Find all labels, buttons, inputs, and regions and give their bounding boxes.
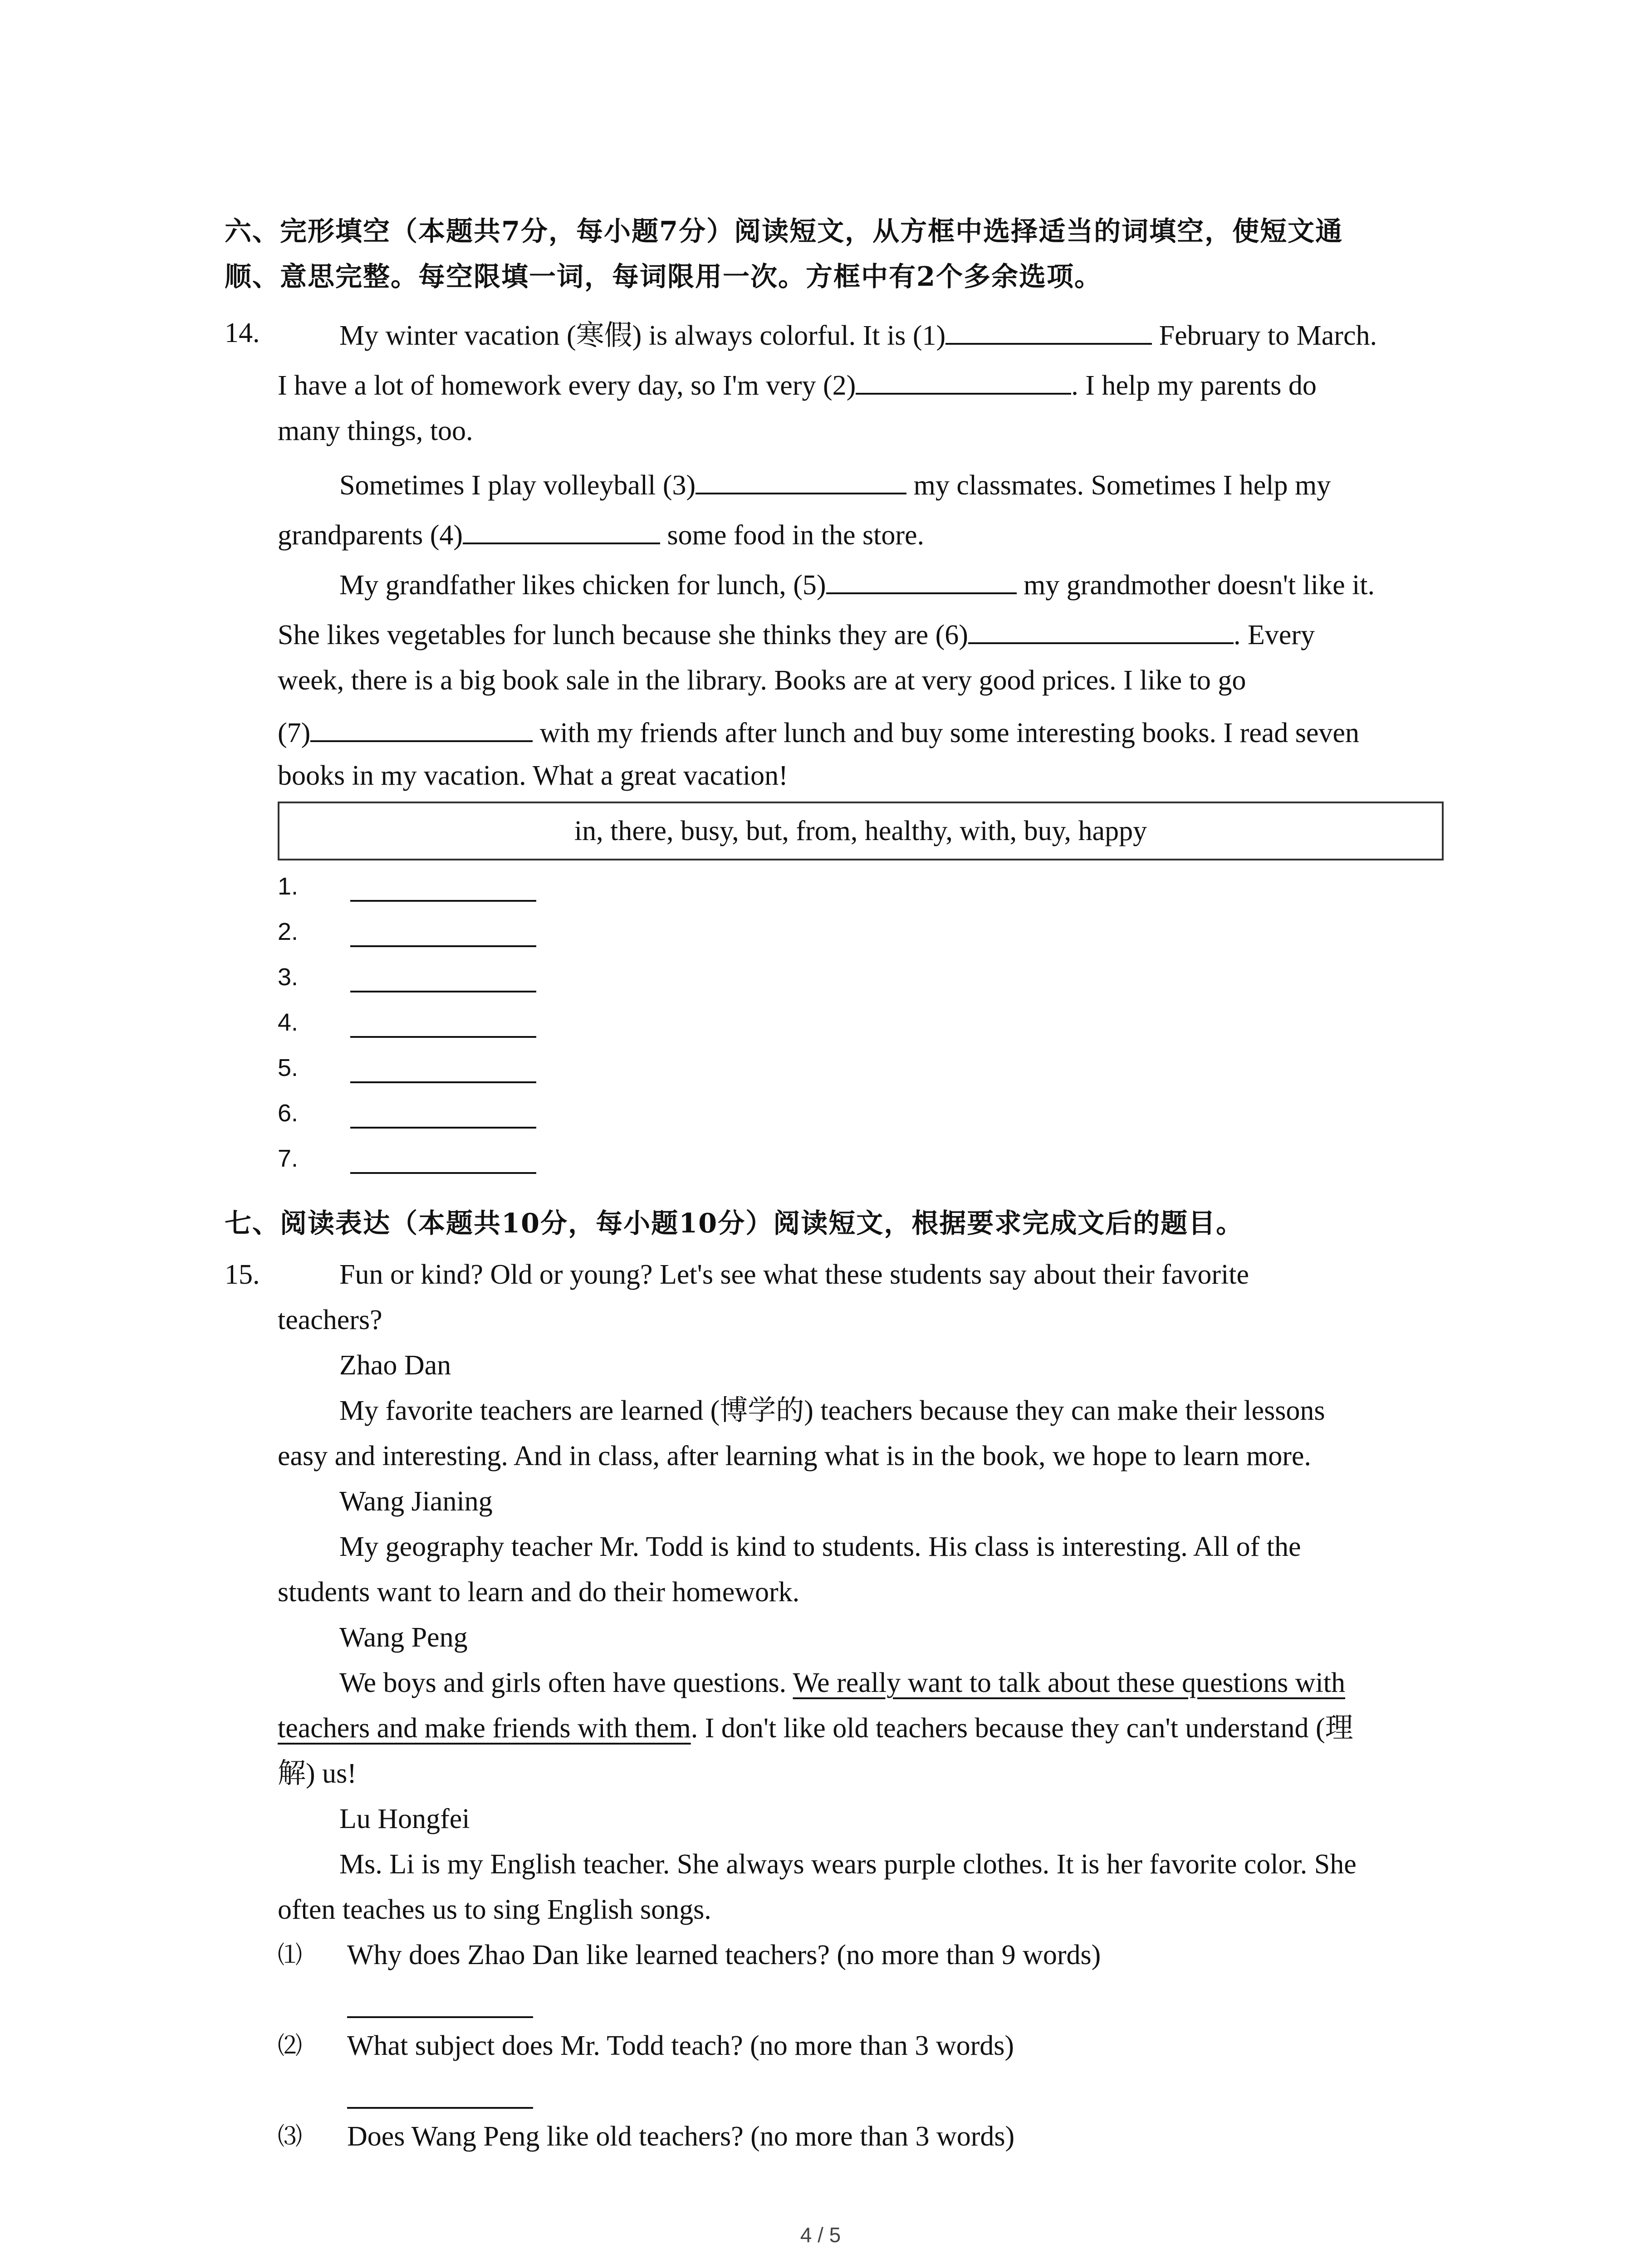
student-name-wang-jianing: Wang Jianing [339,1486,493,1517]
answer-input-1[interactable] [350,900,536,902]
q14-line3: many things, too. [278,415,473,446]
student-name-zhao-dan: Zhao Dan [339,1350,451,1381]
blank-7 [310,712,533,742]
blank-3 [696,464,906,494]
q15-intro-line1: Fun or kind? Old or young? Let's see what these students say about their favorite [339,1259,1249,1290]
subquestion-1-answer-line[interactable] [347,2016,533,2018]
wang-jianing-para-line2: students want to learn and do their homework. [278,1577,800,1608]
blank-1 [945,315,1152,345]
subquestion-2-text: What subject does Mr. Todd teach? (no more than 3 words) [347,2030,1014,2061]
q14-line10: books in my vacation. What a great vacation! [278,760,788,791]
student-name-lu-hongfei: Lu Hongfei [339,1804,470,1834]
blank-6 [968,614,1234,644]
underlined-sentence-part1: We really want to talk about these questions with [793,1667,1345,1698]
subquestion-3-text: Does Wang Peng like old teachers? (no more than 3 words) [347,2121,1015,2152]
zhao-dan-para-line1: My favorite teachers are learned (博学的) teachers because they can make their lessons [339,1395,1325,1426]
blank-4 [463,514,660,544]
answer-input-7[interactable] [350,1172,536,1174]
q14-line7: She likes vegetables for lunch because she thinks they are (6) . Every [278,614,1315,653]
answer-input-4[interactable] [350,1036,536,1038]
wang-peng-para-line3: 解) us! [278,1758,357,1789]
wang-peng-para-line2: teachers and make friends with them. I don't like old teachers because they can't understand (理 [278,1713,1353,1744]
section6-heading-line1: 六、完形填空（本题共7分，每小题7分）阅读短文，从方框中选择适当的词填空，使短文通 [225,215,1343,247]
q14-number: 14. [225,318,260,348]
q15-intro-line2: teachers? [278,1305,382,1335]
q15-number: 15. [225,1259,260,1290]
wang-peng-para-line1: We boys and girls often have questions. We really want to talk about these questions with [339,1667,1345,1698]
answer-input-5[interactable] [350,1081,536,1083]
blank-5 [826,564,1017,594]
q14-line8: week, there is a big book sale in the library. Books are at very good prices. I like to go [278,665,1246,696]
lu-hongfei-para-line2: often teaches us to sing English songs. [278,1894,711,1925]
answer-input-6[interactable] [350,1127,536,1129]
section7-heading: 七、阅读表达（本题共10分，每小题10分）阅读短文，根据要求完成文后的题目。 [225,1207,1244,1239]
subquestion-2-label: ⑵ [278,2032,302,2059]
underlined-sentence-part2: teachers and make friends with them [278,1713,691,1744]
section6-heading-line2: 顺、意思完整。每空限填一词，每词限用一次。方框中有2个多余选项。 [225,261,1102,292]
q14-line4: Sometimes I play volleyball (3) my classmates. Sometimes I help my [339,464,1331,503]
subquestion-2-answer-line[interactable] [347,2107,533,2109]
lu-hongfei-para-line1: Ms. Li is my English teacher. She always wears purple clothes. It is her favorite color. She [339,1849,1357,1880]
answer-input-2[interactable] [350,945,536,947]
subquestion-1-label: ⑴ [278,1941,302,1969]
exam-page: 六、完形填空（本题共7分，每小题7分）阅读短文，从方框中选择适当的词填空，使短文通 顺、意思完整。每空限填一词，每词限用一次。方框中有2个多余选项。 14. My winter vacation (寒假) is always colorful. It is (1) February to March. I have a lot of homework every day, so I'm very (2) . I help my parents do many things, too. Sometimes I play volleyball (3) my classmates. Sometimes I help my grandparents (4) some food in the store. My grandfather likes chicken for lunch, (5) my grandmother doesn't like it. She likes vegetables for lunch because she thinks they are (6) . Every week, there is a big book sale in the library. Books are at very good prices. I like to go (7) with my friends after lunch and buy some interesting books. I read seven books in my vacation. What a great vacation! in, there, busy, but, from, healthy, with, buy, happy 1. 2. 3. 4. 5. 6. 7. 七、阅读表达（本题共10分，每小题10分）阅读短文，根据要求完成文后的题目。 15. Fun or kind? Old or young? Let's see what these students say about their favorite teachers? Zhao Dan My favorite teachers are learned (博学的) teachers because they can make their lessons easy and interesting. And in class, after learning what is in the book, we hope to learn more. Wang Jianing My geography teacher Mr. Todd is kind to students. His class is interesting. All of the students want to learn and do their homework. Wang Peng We boys and girls often have questions. We really want to talk about these questions with teachers and make friends with them. I don't like old teachers because they can't understand (理 解) us! Lu Hongfei Ms. Li is my English teacher. She always wears purple clothes. It is her favorite color. She often teaches us to sing English songs. ⑴ Why does Zhao Dan like learned teachers? (no more than 9 words) ⑵ What subject does Mr. Todd teach? (no more than 3 words) ⑶ Does Wang Peng like old teachers? (no more than 3 words) 4 / 5 [0,0,1641,2268]
zhao-dan-para-line2: easy and interesting. And in class, after learning what is in the book, we hope to learn more. [278,1441,1311,1471]
page-number: 4 / 5 [800,2223,841,2247]
blank-2 [856,365,1071,395]
q14-line9: (7) with my friends after lunch and buy some interesting books. I read seven [278,712,1359,751]
subquestion-1-text: Why does Zhao Dan like learned teachers? (no more than 9 words) [347,1940,1101,1970]
q14-line5: grandparents (4) some food in the store. [278,514,924,553]
student-name-wang-peng: Wang Peng [339,1622,468,1653]
q14-line6: My grandfather likes chicken for lunch, (5) my grandmother doesn't like it. [339,564,1375,603]
wang-jianing-para-line1: My geography teacher Mr. Todd is kind to students. His class is interesting. All of the [339,1531,1301,1562]
answer-input-3[interactable] [350,991,536,992]
word-choice-box: in, there, busy, but, from, healthy, with, buy, happy [278,802,1444,860]
q14-line1: My winter vacation (寒假) is always colorful. It is (1) February to March. [339,315,1377,354]
q14-line2: I have a lot of homework every day, so I'm very (2) . I help my parents do [278,365,1317,404]
subquestion-3-label: ⑶ [278,2123,302,2150]
